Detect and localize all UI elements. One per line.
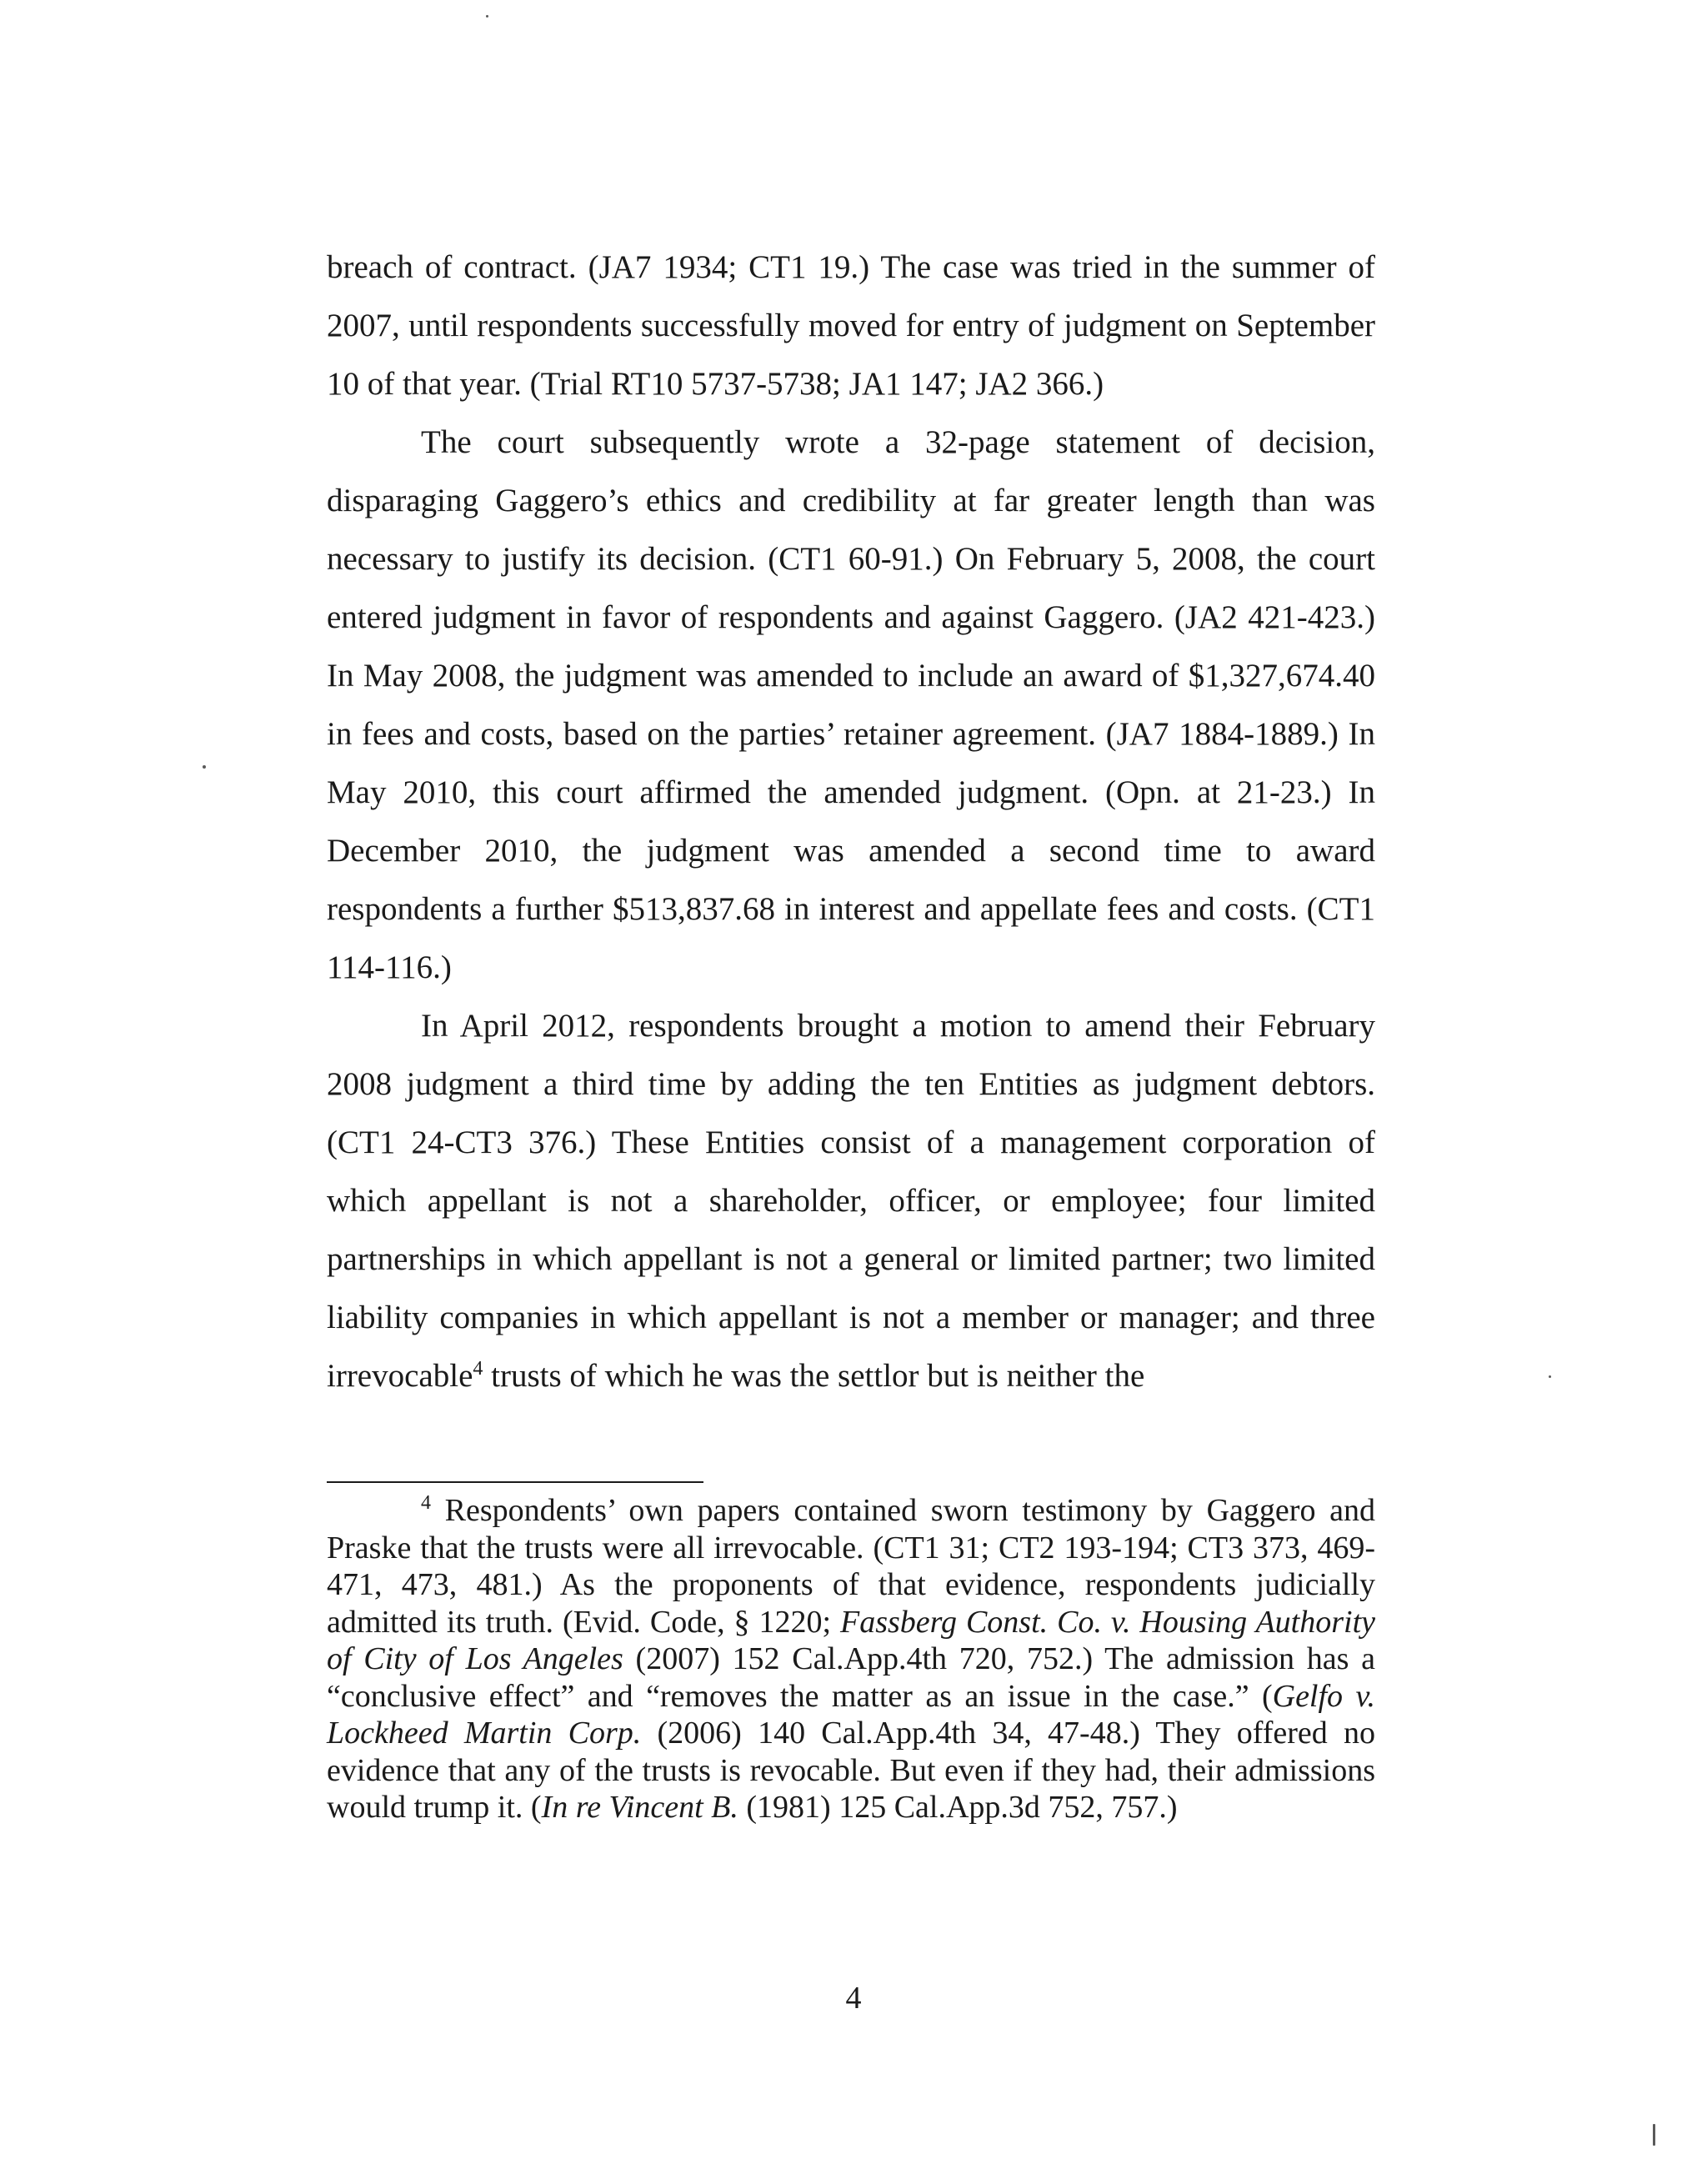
footnote-text: (1981) 125 Cal.App.3d 752, 757.) [738,1790,1178,1825]
scan-speck [1549,1375,1551,1378]
footnote-divider [327,1481,703,1483]
paragraph-3-continuation: trusts of which he was the settlor but is neither the [483,1358,1145,1394]
footnote-4 [327,1492,1375,1826]
paragraph-3 [327,997,1375,1405]
scan-speck [1653,2124,1655,2146]
footnote-text: (2006) 140 Cal.App.4th 34, 47-48.) They offered no evidence that any of the trusts is revocable. But even if they had, their admissions would trump it. ( [327,1716,1375,1825]
case-citation: Fassberg Const. Co. v. Housing Authority of City of Los Angeles [327,1604,1375,1676]
paragraph-2: The court subsequently wrote a 32-page statement of decision, disparaging Gaggero’s ethics and credibility at far greater length than was necessary to justify its decision. (CT1 60-91.) On February 5, 2008, the court entered judgment in favor of respondents and against Gaggero. (JA2 421-423.) In May 2008, the judgment was amended to include an award of $1,327,674.40 in fees and costs, based on the parties’ retainer agreement. (JA7 1884-1889.) In May 2010, this court affirmed the amended judgment. (Opn. at 21-23.) In December 2010, the judgment was amended a second time to award respondents a further $513,837.68 in interest and appellate fees and costs. (CT1 114-116.) [327,424,1375,985]
page-number: 4 [845,1981,862,2016]
scan-speck [203,765,206,769]
paragraph-1: breach of contract. (JA7 1934; CT1 19.) The case was tried in the summer of 2007, until respondents successfully moved for entry of judgment on September 10 of that year. (Trial RT10 5737-5738; JA1 147; JA2 366.) [327,249,1375,402]
footnote-reference: 4 [473,1358,483,1380]
footnote-marker: 4 [421,1492,431,1514]
body-text [327,238,1375,1405]
paragraph-3-text: In April 2012, respondents brought a motion to amend their February 2008 judgment a third time by adding the ten Entities as judgment debtors. (CT1 24-CT3 376.) These Entities consist of a management corporation of which appellant is not a shareholder, officer, or employee; four limited partnerships in which appellant is not a general or limited partner; two limited liability companies in which appellant is not a member or manager; and three irrevocable [327,1008,1375,1394]
footnote-text: (2007) 152 Cal.App.4th 720, 752.) The admission has a “conclusive effect” and “removes the matter as an issue in the case.” ( [327,1641,1376,1714]
footnote-text: Respondents’ own papers contained sworn testimony by Gaggero and Praske that the trusts were all irrevocable. (CT1 31; CT2 193-194; CT3 373, 469-471, 473, 481.) As the proponents of that evidence, respondents judicially admitted its truth. (Evid. Code, § 1220; [327,1493,1375,1640]
case-citation: Gelfo v. Lockheed Martin Corp. [327,1678,1375,1751]
case-citation: In re Vincent B. [541,1790,738,1825]
scan-speck [486,15,488,18]
